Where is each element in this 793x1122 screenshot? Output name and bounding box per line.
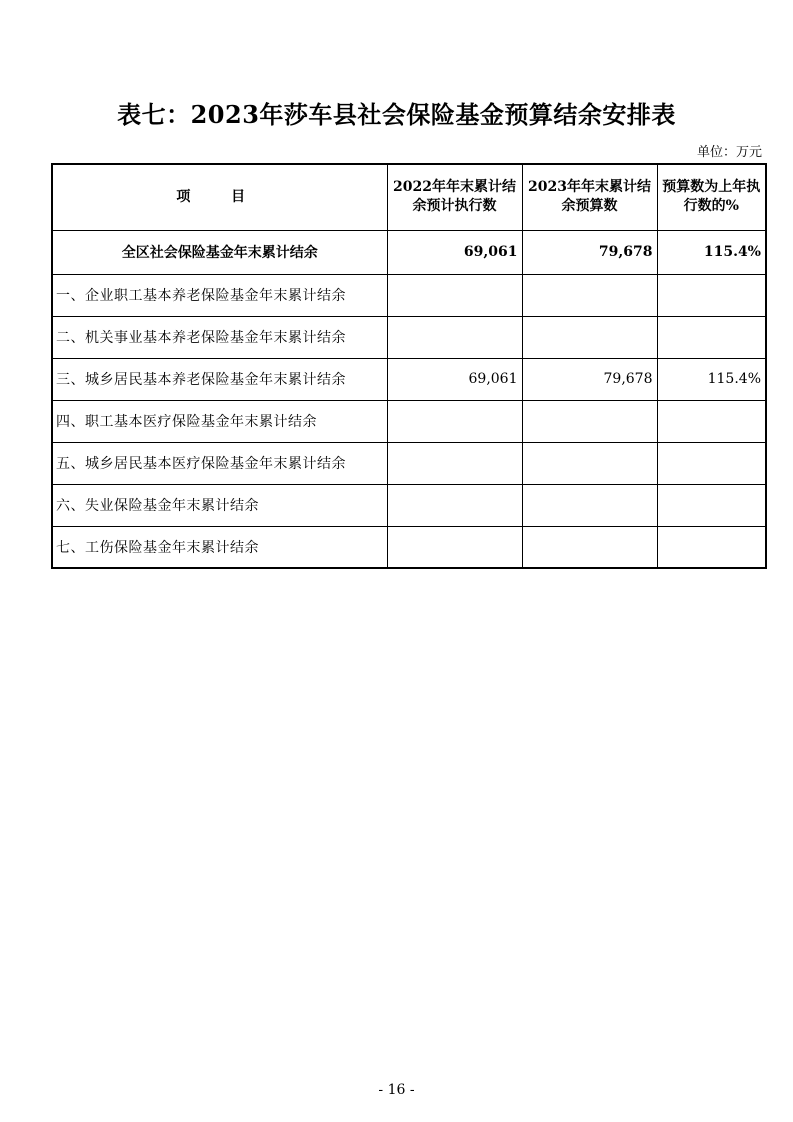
table-row xyxy=(52,484,766,526)
row-label: 四、职工基本医疗保险基金年末累计结余 xyxy=(52,400,387,442)
row-label: 一、企业职工基本养老保险基金年末累计结余 xyxy=(52,274,387,316)
row-ratio xyxy=(657,400,766,442)
row-2022 xyxy=(387,442,522,484)
row-ratio xyxy=(657,484,766,526)
row-label: 七、工伤保险基金年末累计结余 xyxy=(52,526,387,568)
total-label: 全区社会保险基金年末累计结余 xyxy=(52,230,387,274)
table-row xyxy=(52,316,766,358)
row-label: 六、失业保险基金年末累计结余 xyxy=(52,484,387,526)
table-row xyxy=(52,442,766,484)
header-2023: 2023年年末累计结余预算数 xyxy=(522,164,657,230)
row-ratio xyxy=(657,526,766,568)
header-ratio: 预算数为上年执行数的% xyxy=(657,164,766,230)
header-2022: 2022年年末累计结余预计执行数 xyxy=(387,164,522,230)
row-2023 xyxy=(522,526,657,568)
row-2023 xyxy=(522,442,657,484)
row-ratio xyxy=(657,316,766,358)
row-2022 xyxy=(387,316,522,358)
total-2022: 69,061 xyxy=(387,230,522,274)
table-total-row xyxy=(52,230,766,274)
row-2023 xyxy=(522,274,657,316)
table-row xyxy=(52,400,766,442)
table-row xyxy=(52,526,766,568)
row-2023 xyxy=(522,316,657,358)
row-2023 xyxy=(522,400,657,442)
row-label: 三、城乡居民基本养老保险基金年末累计结余 xyxy=(52,358,387,400)
table-row xyxy=(52,358,766,400)
row-label: 五、城乡居民基本医疗保险基金年末累计结余 xyxy=(52,442,387,484)
row-2022 xyxy=(387,484,522,526)
row-2022 xyxy=(387,274,522,316)
row-ratio xyxy=(657,442,766,484)
unit-label: 单位：万元 xyxy=(696,145,762,160)
page-title: 表七：2023年莎车县社会保险基金预算结余安排表 xyxy=(117,100,676,129)
row-2023 xyxy=(522,484,657,526)
table-header-row xyxy=(52,164,766,230)
row-2022 xyxy=(387,400,522,442)
row-2022 xyxy=(387,526,522,568)
row-ratio: 115.4% xyxy=(657,358,766,400)
total-2023: 79,678 xyxy=(522,230,657,274)
row-2022: 69,061 xyxy=(387,358,522,400)
row-label: 二、机关事业基本养老保险基金年末累计结余 xyxy=(52,316,387,358)
total-ratio: 115.4% xyxy=(657,230,766,274)
budget-table xyxy=(51,163,767,569)
page-number: - 16 - xyxy=(378,1082,415,1098)
table-row xyxy=(52,274,766,316)
row-2023: 79,678 xyxy=(522,358,657,400)
header-item: 项 目 xyxy=(52,164,387,230)
row-ratio xyxy=(657,274,766,316)
